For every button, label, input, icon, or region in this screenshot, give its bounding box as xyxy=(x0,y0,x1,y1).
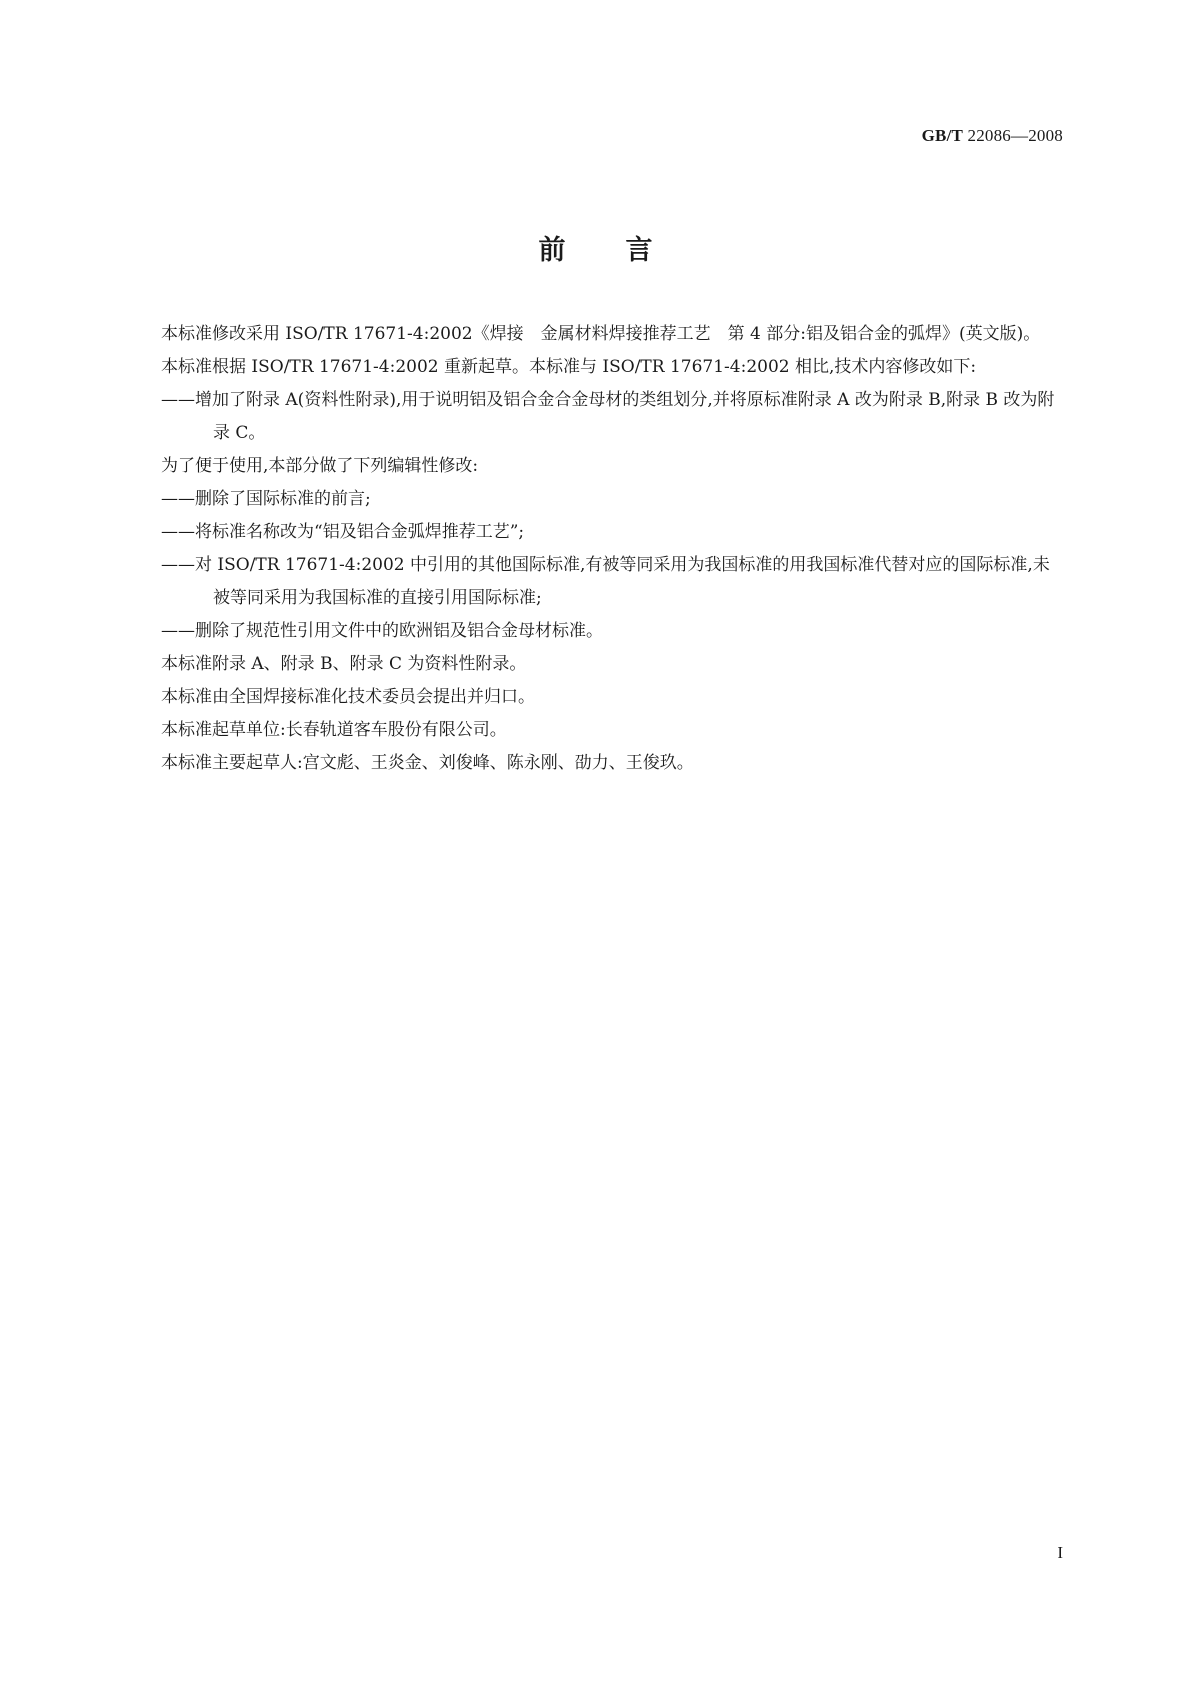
paragraph-committee: 本标准由全国焊接标准化技术委员会提出并归口。 xyxy=(161,687,535,707)
paragraph-annexes: 本标准附录 A、附录 B、附录 C 为资料性附录。 xyxy=(161,654,527,674)
standard-code xyxy=(922,126,1063,146)
paragraph-technical-changes: 本标准根据 ISO/TR 17671-4:2002 重新起草。本标准与 ISO/TR 17671-4:2002 相比,技术内容修改如下: xyxy=(161,357,977,377)
list-item-annex-a: ——增加了附录 A(资料性附录),用于说明铝及铝合金合金母材的类组划分,并将原标准附录 A 改为附录 B,附录 B 改为附录 C。 xyxy=(161,390,1055,443)
paragraph-editorial-changes: 为了便于使用,本部分做了下列编辑性修改: xyxy=(161,456,479,476)
paragraph-adoption: 本标准修改采用 ISO/TR 17671-4:2002《焊接 金属材料焊接推荐工艺 第 4 部分:铝及铝合金的弧焊》(英文版)。 xyxy=(161,324,1041,344)
paragraph-drafting-unit: 本标准起草单位:长春轨道客车股份有限公司。 xyxy=(161,720,507,740)
list-item-title-changed: ——将标准名称改为“铝及铝合金弧焊推荐工艺”; xyxy=(161,522,525,542)
page-number: I xyxy=(1057,1543,1063,1562)
list-item-european-standards: ——删除了规范性引用文件中的欧洲铝及铝合金母材标准。 xyxy=(161,621,603,641)
page-title: 前言 xyxy=(538,235,713,266)
standard-code-number: 22086—2008 xyxy=(967,126,1063,145)
standard-code-prefix: GB/T xyxy=(921,126,964,145)
paragraph-drafters: 本标准主要起草人:宫文彪、王炎金、刘俊峰、陈永刚、劭力、王俊玖。 xyxy=(161,753,694,773)
list-item-references: ——对 ISO/TR 17671-4:2002 中引用的其他国际标准,有被等同采用为我国标准的用我国标准代替对应的国际标准,未被等同采用为我国标准的直接引用国际标准; xyxy=(161,555,1050,608)
list-item-foreword-removed: ——删除了国际标准的前言; xyxy=(161,489,371,509)
foreword-body xyxy=(127,318,1063,780)
